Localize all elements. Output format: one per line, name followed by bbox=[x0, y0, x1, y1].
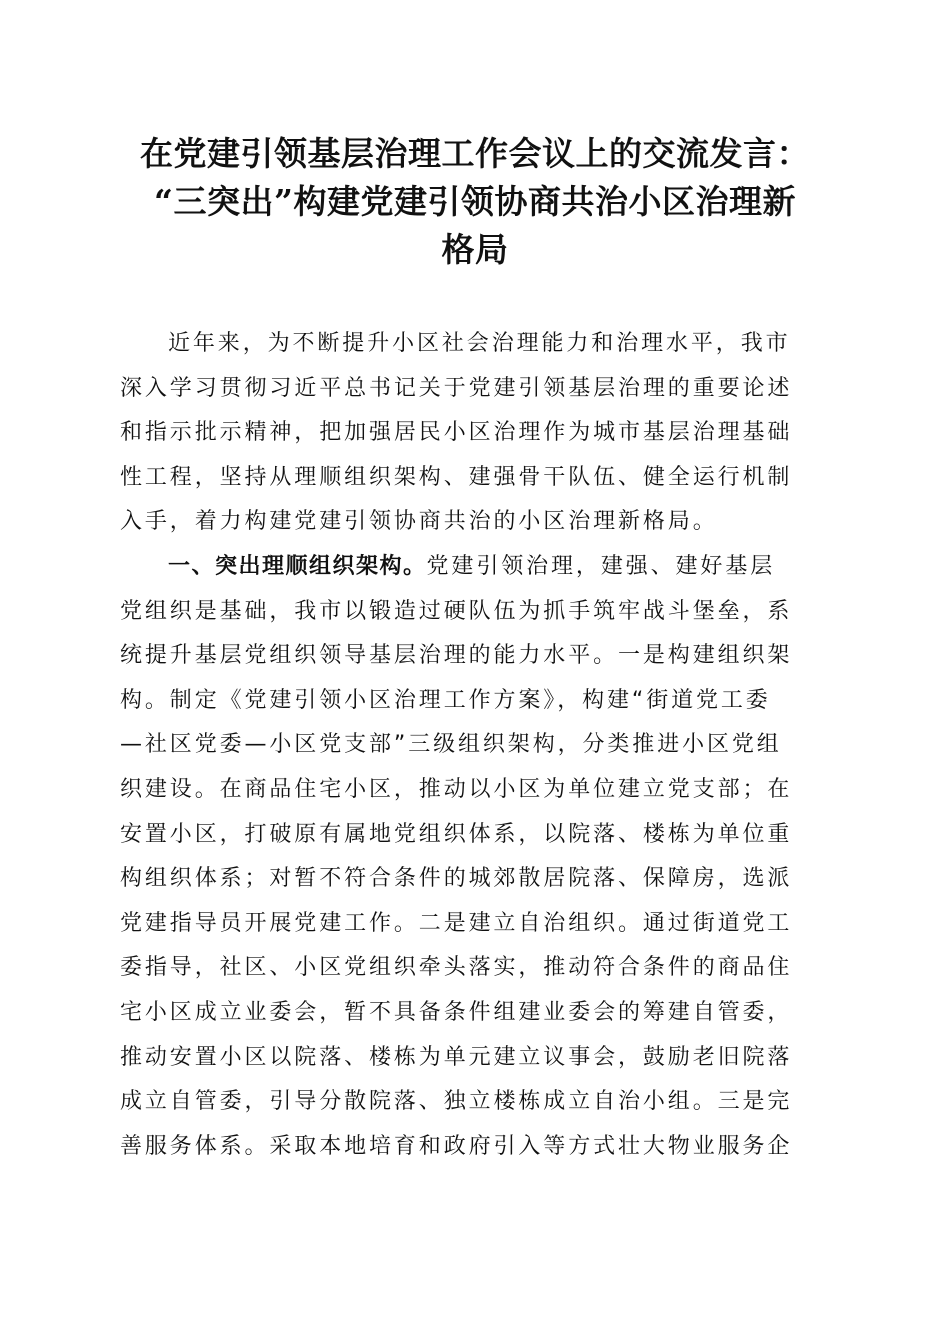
text-line: 深入学习贯彻习近平总书记关于党建引领基层治理的重要论述 bbox=[120, 375, 793, 401]
text-line: 入手，着力构建党建引领协商共治的小区治理新格局。 bbox=[120, 509, 718, 535]
title-line: 在党建引领基层治理工作会议上的交流发言： bbox=[140, 134, 810, 173]
document-title bbox=[95, 130, 855, 274]
text-line: 宅小区成立业委会，暂不具备条件组建业委会的筹建自管委， bbox=[120, 999, 793, 1025]
text-line: 织建设。在商品住宅小区，推动以小区为单位建立党支部；在 bbox=[120, 776, 793, 802]
title-line: 格局 bbox=[441, 230, 509, 269]
text-line: 善服务体系。采取本地培育和政府引入等方式壮大物业服务企 bbox=[120, 1133, 793, 1159]
paragraph-section-1 bbox=[120, 545, 832, 1169]
text-line: 构组织体系；对暂不符合条件的城郊散居院落、保障房，选派 bbox=[120, 866, 793, 892]
text-line: 委指导，社区、小区党组织牵头落实，推动符合条件的商品住 bbox=[120, 955, 793, 981]
text-line: 统提升基层党组织领导基层治理的能力水平。一是构建组织架 bbox=[120, 643, 793, 669]
document-body bbox=[120, 322, 832, 1169]
section-heading: 一、突出理顺组织架构。 bbox=[168, 553, 427, 579]
text-line: 成立自管委，引导分散院落、独立楼栋成立自治小组。三是完 bbox=[120, 1089, 793, 1115]
section-first-line-text: 党建引领治理，建强、建好基层 bbox=[426, 553, 776, 579]
text-line: 推动安置小区以院落、楼栋为单元建立议事会，鼓励老旧院落 bbox=[120, 1044, 793, 1070]
text-line: 党组织是基础，我市以锻造过硬队伍为抓手筑牢战斗堡垒，系 bbox=[120, 598, 793, 624]
text-line: 性工程，坚持从理顺组织架构、建强骨干队伍、健全运行机制 bbox=[120, 464, 793, 490]
text-line: 构。制定《党建引领小区治理工作方案》，构建“街道党工委 bbox=[120, 687, 771, 713]
text-line: 安置小区，打破原有属地党组织体系，以院落、楼栋为单位重 bbox=[120, 821, 793, 847]
text-line: 党建指导员开展党建工作。二是建立自治组织。通过街道党工 bbox=[120, 910, 793, 936]
text-line bbox=[120, 545, 832, 590]
title-line: “三突出”构建党建引领协商共治小区治理新 bbox=[154, 182, 796, 221]
text-line: 和指示批示精神，把加强居民小区治理作为城市基层治理基础 bbox=[120, 420, 793, 446]
text-line: 近年来，为不断提升小区社会治理能力和治理水平，我市 bbox=[168, 331, 791, 356]
text-line: —社区党委—小区党支部”三级组织架构，分类推进小区党组 bbox=[120, 732, 782, 758]
paragraph-intro bbox=[120, 322, 832, 545]
